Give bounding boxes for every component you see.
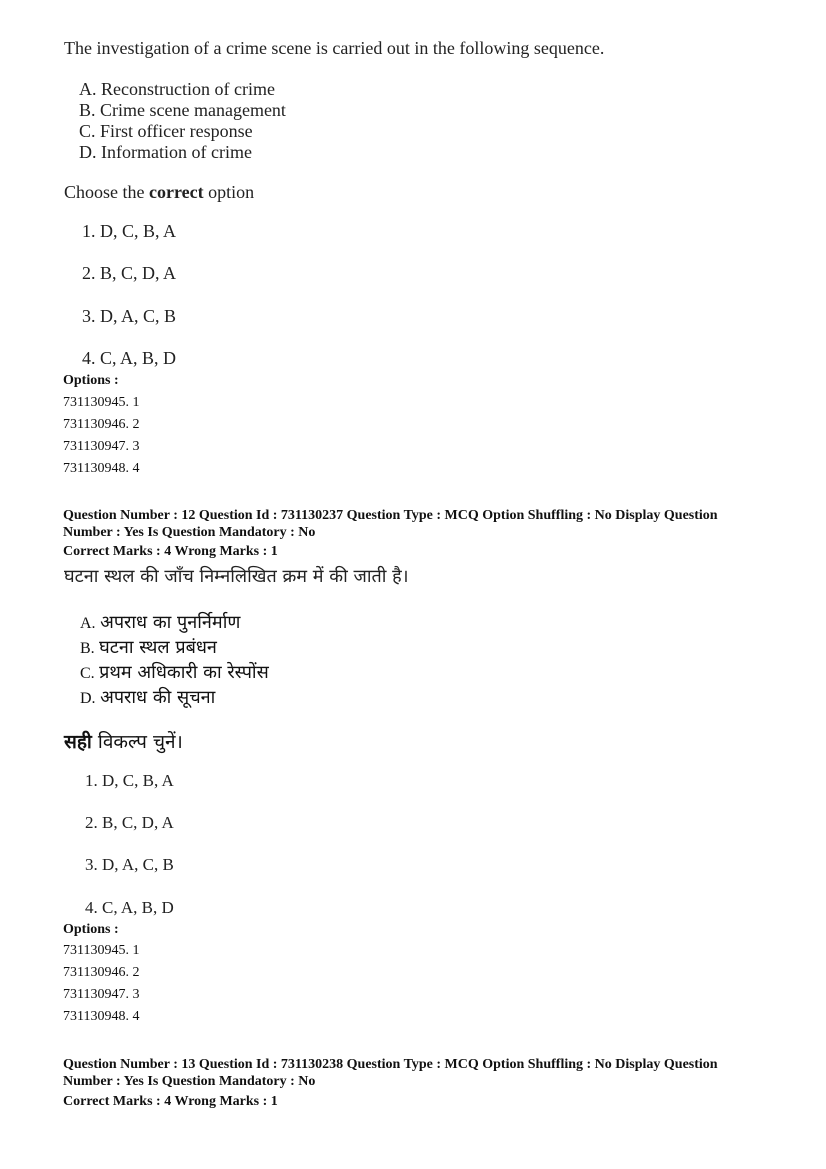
q12-meta-line2: Number : Yes Is Question Mandatory : No xyxy=(63,525,316,540)
q11-option-id-1: 731130945. 1 xyxy=(63,395,140,410)
q11-choice-1: 1. D, C, B, A xyxy=(82,221,177,241)
q12-marks: Correct Marks : 4 Wrong Marks : 1 xyxy=(63,544,278,559)
q12-choice-3: 3. D, A, C, B xyxy=(85,855,174,874)
q12-choice-1: 1. D, C, B, A xyxy=(85,771,174,790)
q11-item-d: D. Information of crime xyxy=(79,142,252,162)
q11-instruction: Choose the correct option xyxy=(64,182,255,202)
q12-choice-4: 4. C, A, B, D xyxy=(85,898,174,917)
q11-item-b: B. Crime scene management xyxy=(79,100,286,120)
q13-meta-line1: Question Number : 13 Question Id : 731130238 Question Type : MCQ Option Shuffling : No Display Question xyxy=(63,1057,718,1072)
q11-options-label: Options : xyxy=(63,373,119,388)
q11-option-id-2: 731130946. 2 xyxy=(63,417,140,432)
q12-item-a: A. अपराध का पुनर्निर्माण xyxy=(80,612,241,633)
q12-item-c: C. प्रथम अधिकारी का रेस्पोंस xyxy=(80,662,269,683)
q12-choice-2: 2. B, C, D, A xyxy=(85,813,174,832)
q12-item-b: B. घटना स्थल प्रबंधन xyxy=(80,637,217,658)
q12-option-id-4: 731130948. 4 xyxy=(63,1009,140,1024)
q13-meta-line2: Number : Yes Is Question Mandatory : No xyxy=(63,1074,316,1089)
q11-choice-3: 3. D, A, C, B xyxy=(82,306,177,326)
q12-stem-hindi: घटना स्थल की जाँच निम्नलिखित क्रम में की जाती है। xyxy=(64,566,409,587)
q11-item-c: C. First officer response xyxy=(79,121,253,141)
q12-meta xyxy=(63,507,763,541)
q13-meta xyxy=(63,1056,763,1090)
q11-item-a: A. Reconstruction of crime xyxy=(79,79,275,99)
q11-option-id-4: 731130948. 4 xyxy=(63,461,140,476)
q12-option-id-3: 731130947. 3 xyxy=(63,987,140,1002)
q11-option-id-3: 731130947. 3 xyxy=(63,439,140,454)
q11-choice-2: 2. B, C, D, A xyxy=(82,263,177,283)
q12-option-id-1: 731130945. 1 xyxy=(63,943,140,958)
q12-instruction-hindi: सही विकल्प चुनें। xyxy=(64,731,183,753)
q12-item-d: D. अपराध की सूचना xyxy=(80,687,216,708)
q12-options-label: Options : xyxy=(63,922,119,937)
q13-marks: Correct Marks : 4 Wrong Marks : 1 xyxy=(63,1094,278,1109)
q11-choice-4: 4. C, A, B, D xyxy=(82,348,177,368)
q12-meta-line1: Question Number : 12 Question Id : 731130237 Question Type : MCQ Option Shuffling : No Display Question xyxy=(63,508,718,523)
q11-stem: The investigation of a crime scene is carried out in the following sequence. xyxy=(64,38,605,58)
q12-option-id-2: 731130946. 2 xyxy=(63,965,140,980)
